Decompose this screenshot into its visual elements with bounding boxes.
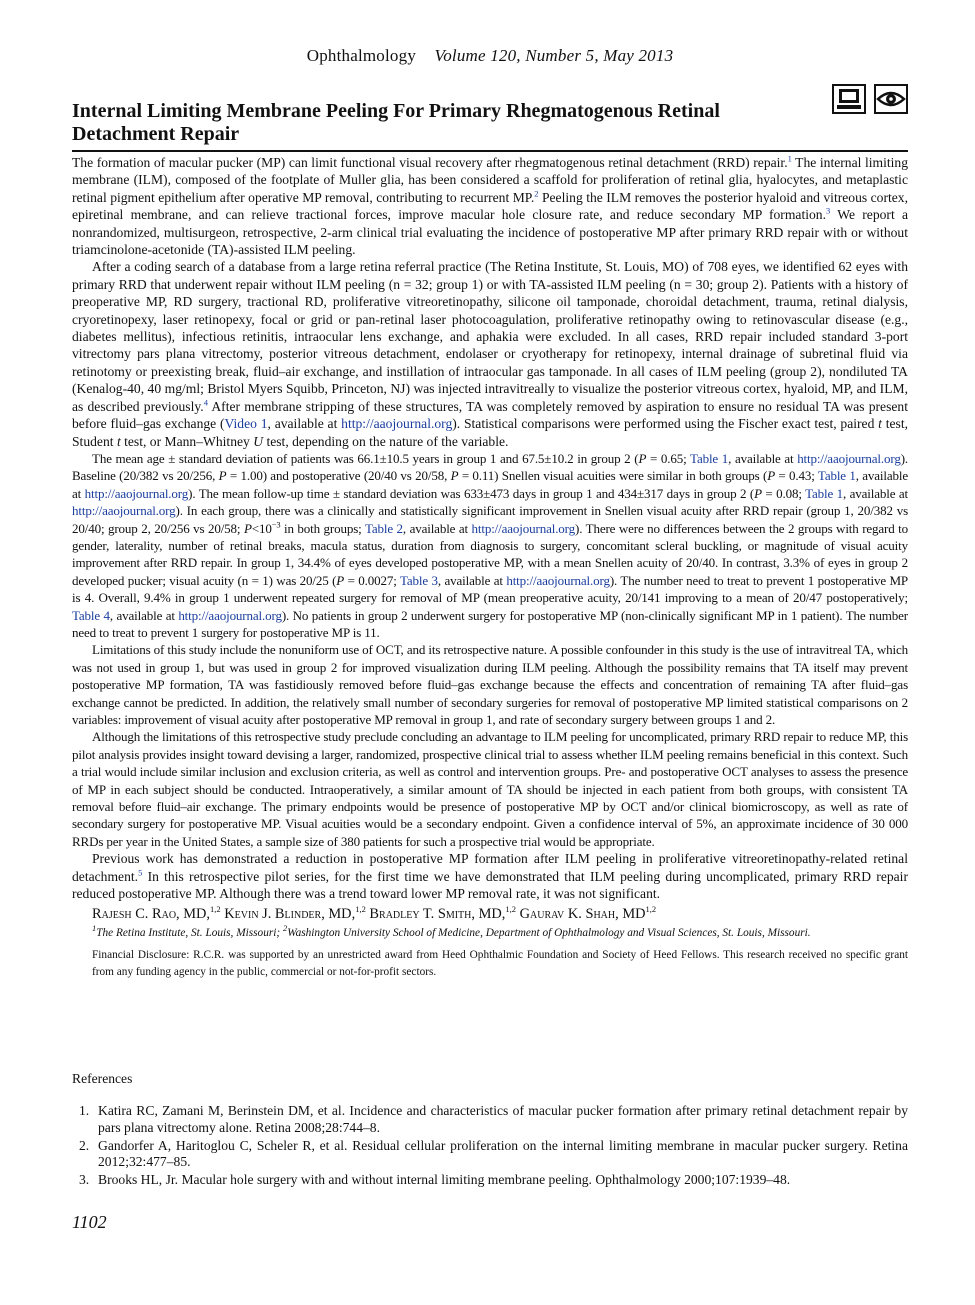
paragraph-6: Previous work has demonstrated a reduction in postoperative MP formation after ILM peeling in proliferative vitreoretinopathy-related retinal detachment.$^5$ In this retrospective pilot series, for the first time we have demonstrated that ILM peeling during uncomplicated, primary RRD repair reduced postoperative MP. Although there was a trend toward lower MP removal rate, it was not significant. [72, 851, 908, 902]
table-2-link[interactable]: Table 2 [364, 520, 403, 536]
table-3-link[interactable]: Table 3 [400, 572, 438, 588]
reference-list [72, 1103, 908, 1190]
journal-url-link[interactable]: http://aaojournal.org [341, 416, 453, 432]
citation-5[interactable]: 5 [138, 867, 143, 878]
running-head [72, 46, 908, 66]
reference-item: 1. Katira RC, Zamani M, Berinstein DM, et al. Incidence and characteristics of macular pucker formation after primary retinal detachment repair by pars plana vitrectomy alone. Retina 2008;28:744–8. [79, 1103, 908, 1135]
reference-item: 3. Brooks HL, Jr. Macular hole surgery with and without internal limiting membrane peeling. Ophthalmology 2000;107:1939–48. [79, 1172, 791, 1188]
media-icons [832, 84, 908, 114]
paragraph-2: After a coding search of a database from a large retina referral practice (The Retina Institute, St. Louis, MO) of 708 eyes, we identified 62 eyes with primary RRD that underwent repair without ILM peeling (n = 32; group 1) or with TA-assisted ILM peeling (n = 30; group 2). Patients with a history of preoperative MP, RD surgery, tractional RD, proliferative vitreoretinopathy, silicone oil tamponade, choroidal detachment, trauma, retinal dialysis, cryoretinopexy, laser retinopexy, focal or grid or pan-retinal laser photocoagulation, proliferative retinopathy owing to retinovascular disease (e.g., diabetes mellitus), infectious retinitis, intraocular lens exchange, and aphakia were excluded. In all cases, RRD repair included standard 3-port vitrectomy pars plana vitrectomy, posterior vitreous detachment, endolaser or cryotherapy for retinopexy, internal drainage of subretinal fluid via retinotomy or preexisting break, fluid–air exchange, and instillation of intraocular gas tamponade. In all cases of ILM peeling (group 2), nondiluted TA (Kenalog-40, 40 mg/ml; Bristol Myers Squibb, Princeton, NJ) was injected intravitreally to visualize the posterior vitreous cortex, hyaloid, MP, and ILM, as described previously.$^4$ After membrane stripping of these structures, TA was completely removed by aspiration to ensure no residual TA was present before fluid–gas exchange (Video 1, available at http://aaojournal.org). Statistical comparisons were performed using the Fischer exact test, paired t test, Student t test, or Mann–Whitney U test, depending on the nature of the variable. [72, 259, 908, 449]
page-number: 1102 [72, 1212, 107, 1232]
journal-url-link[interactable]: http://aaojournal.org [84, 485, 189, 501]
article-title: Internal Limiting Membrane Peeling For Primary Rhegmatogenous Retinal Detachment Repair [72, 100, 720, 145]
paragraph-3: The mean age ± standard deviation of patients was 66.1±10.5 years in group 1 and 67.5±10.2 in group 2 (P = 0.65; Table 1, available at http://aaojournal.org). Baseline (20/382 vs 20/256, P = 1.00) and postoperative (20/40 vs 20/58, P = 0.11) Snellen visual acuities were similar in both groups (P = 0.43; Table 1, available at http://aaojournal.org). The mean follow-up time ± standard deviation was 633±473 days in group 1 and 434±317 days in group 2 (P = 0.08; Table 1, available at http://aaojournal.org). In each group, there was a clinically and statistically significant improvement in Snellen visual acuity after RRD repair (group 1, 20/382 vs 20/40; group 2, 20/256 vs 20/58; $P<10^{-3}$ in both groups; Table 2, available at http://aaojournal.org). There were no differences between the 2 groups with regard to gender, laterality, number of retinal breaks, macula status, duration from diagnosis to surgery, concomitant scleral buckling, or magnitude of visual acuity improvement after RRD repair. In group 1, 34.4% of eyes developed postoperative MP, with a mean Snellen acuity of 20/40. In contrast, 3.3% of eyes in group 2 developed pucker; visual acuity (n = 1) was 20/25 (P = 0.0027; Table 3, available at http://aaojournal.org). The number need to treat to prevent 1 postoperative MP is 4. Overall, 9.4% in group 1 underwent repeated surgery for removal of MP (mean preoperative acuity, 20/141 improving to a mean of 20/47 postoperatively; Table 4, available at http://aaojournal.org). No patients in group 2 underwent surgery for postoperative MP (non-clinically significant MP in 1 patient). The number need to treat to prevent 1 surgery for postoperative MP is 11. [72, 450, 909, 640]
journal-url-link[interactable]: http://aaojournal.org [471, 520, 576, 536]
journal-url-link[interactable]: http://aaojournal.org [506, 572, 610, 588]
author-affiliations: $^1$The Retina Institute, St. Louis, Missouri; $^2$Washington University School of Medicine, Department of Ophthalmology and Visual Sciences, St. Louis, Missouri. [92, 923, 811, 940]
paragraph-1: The formation of macular pucker (MP) can limit functional visual recovery after rhegmatogenous retinal detachment (RRD) repair.$^1$ The internal limiting membrane (ILM), composed of the footplate of Muller glia, has been considered a scaffold for proliferation of retinal glia, hyalocytes, and metaplastic retinal pigment epithelium after operative MP removal, contributing to recurrent MP.$^2$ Peeling the ILM removes the posterior hyaloid and vitreous cortex, epiretinal membrane, and can relieve tractional forces, improve macular hole closure rate, and reduce secondary MP formation.$^3$ We report a nonrandomized, multisurgeon, retrospective, 2-arm clinical trial evaluating the incidence of postoperative MP after primary RRD repair with or without triamcinolone-acetonide (TA)-assisted ILM peeling. [72, 153, 909, 258]
table-4-link[interactable]: Table 4 [72, 607, 110, 623]
references-heading: References [72, 1071, 133, 1086]
paragraph-5: Although the limitations of this retrospective study preclude concluding an advantage to ILM peeling for uncomplicated, primary RRD repair to reduce MP, this pilot analysis provides insight toward devising a larger, randomized, prospective clinical trial to assess whether ILM peeling remains beneficial in this context. Such a trial would include similar inclusion and exclusion criteria, as well as control and intervention groups. Pre- and postoperative OCT analyses to assess the presence of MP in each subject should be conducted. Intraoperatively, a similar amount of TA should be injected in each patient from both groups, with consistent TA removal before fluid–air exchange. The primary endpoints would be presence of postoperative MP by OCT and/or clinical biomicroscopy, as well as rate of secondary surgery for postoperative MP. Visual acuities would be a secondary endpoint. Given a confidence interval of 5%, an approximate incidence of 30 000 RRDs per year in the United States, a sample size of 380 patients for such a prospective trial would be appropriate. [72, 729, 908, 849]
video-link[interactable]: Video 1 [224, 416, 268, 432]
citation-2[interactable]: 2 [534, 188, 539, 199]
journal-name: Ophthalmology [306, 46, 417, 65]
volume-issue: Volume 120, Number 5, May 2013 [434, 46, 674, 65]
journal-url-link[interactable]: http://aaojournal.org [178, 607, 282, 623]
author-name: Kevin J. Blinder, MD, [224, 906, 356, 923]
citation-4[interactable]: 4 [203, 397, 208, 408]
computer-icon[interactable] [832, 84, 866, 114]
paragraph-4: Limitations of this study include the nonuniform use of OCT, and its retrospective nature. A possible confounder in this study is the use of intravitreal TA, which was not used in group 1, but was used in group 2 for improved visualization during ILM peeling. Although the possibility remains that TA itself may prevent postoperative MP formation, TA was fastidiously removed before fluid–gas exchange because the effects and concentration of remaining TA after fluid–gas exchange cannot be predicted. In addition, the relatively small number of secondary surgeries for removal of postoperative MP limited statistical comparisons on 2 variables: improvement of visual acuity after postoperative MP removal in group 1, and rate of secondary surgery between groups 1 and 2. [72, 642, 908, 727]
citation-3[interactable]: 3 [826, 205, 831, 216]
article-body [72, 154, 908, 981]
eye-icon[interactable] [874, 84, 908, 114]
journal-url-link[interactable]: http://aaojournal.org [797, 450, 901, 466]
author-name: Rajesh C. Rao, MD, [92, 906, 211, 923]
reference-item: 2. Gandorfer A, Haritoglou C, Scheler R, et al. Residual cellular proliferation on the internal limiting membrane in macular pucker surgery. Retina 2012;32:477–85. [79, 1137, 908, 1170]
author-name: Gaurav K. Shah, MD [519, 906, 646, 923]
title-rule [72, 150, 908, 152]
table-1-link[interactable]: Table 1 [690, 450, 729, 466]
author-name: Bradley T. Smith, MD, [369, 906, 506, 923]
citation-1[interactable]: 1 [787, 153, 792, 164]
author-list: Rajesh C. Rao, MD,$^{1,2}$ Kevin J. Blinder, MD,$^{1,2}$ Bradley T. Smith, MD,$^{1,2}$ Gaurav K. Shah, MD$^{1,2}$ [92, 904, 657, 923]
table-1-link[interactable]: Table 1 [817, 468, 856, 484]
journal-url-link[interactable]: http://aaojournal.org [72, 503, 176, 519]
financial-disclosure: Financial Disclosure: R.C.R. was supported by an unrestricted award from Heed Ophthalmic Foundation and Society of Heed Fellows. This research received no specific grant from any funding agency in the public, commercial or not-for-profit sectors. [92, 949, 908, 979]
table-1-link[interactable]: Table 1 [805, 485, 844, 501]
